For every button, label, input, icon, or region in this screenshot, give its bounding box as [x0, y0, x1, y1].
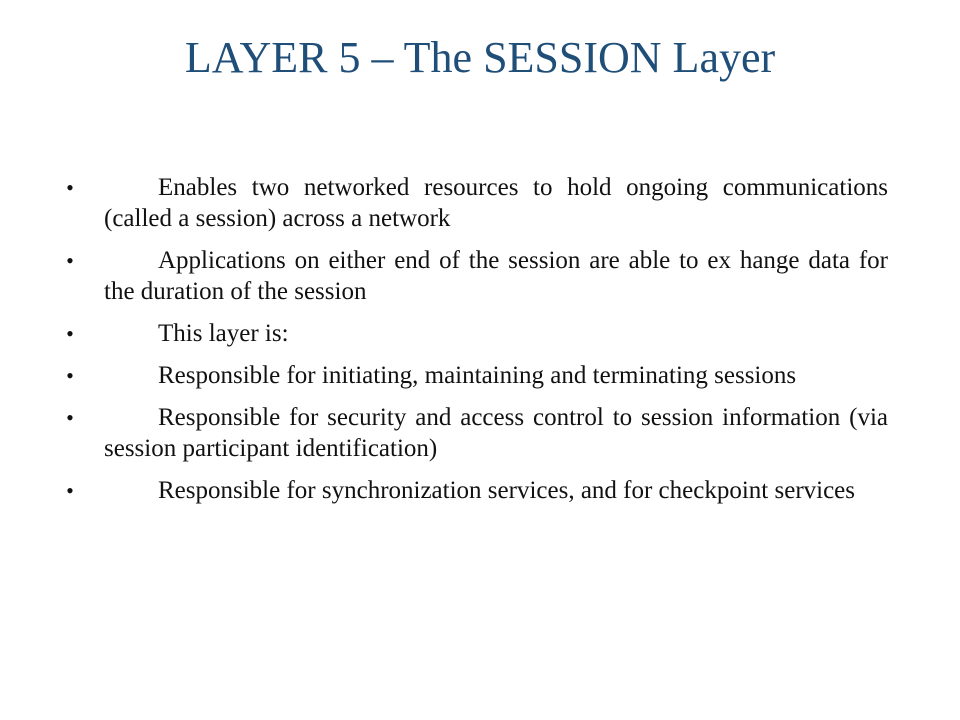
bullet-text: Applications on either end of the session are able to ex hange data for the duration of the session: [104, 247, 888, 305]
bullet-item-layer-is: [58, 318, 888, 349]
bullet-icon: •: [66, 478, 74, 503]
bullet-icon: •: [66, 321, 74, 346]
bullet-list: [58, 172, 888, 517]
bullet-item-data-exchange: [58, 245, 888, 307]
bullet-icon: •: [66, 363, 74, 388]
bullet-icon: •: [66, 405, 74, 430]
bullet-text: Responsible for synchronization services, and for checkpoint services: [158, 477, 856, 504]
bullet-item-session-management: [58, 360, 888, 391]
bullet-text: Responsible for security and access control to session information (via session participant identification): [104, 404, 888, 462]
bullet-icon: •: [66, 248, 74, 273]
bullet-item-enables-sessions: [58, 172, 888, 234]
bullet-text: Responsible for initiating, maintaining and terminating sessions: [158, 362, 797, 389]
bullet-text: This layer is:: [158, 320, 289, 347]
bullet-item-security: [58, 402, 888, 464]
bullet-item-synchronization: [58, 475, 888, 506]
bullet-text: Enables two networked resources to hold ongoing communications (called a session) across a network: [104, 174, 888, 232]
slide-title: LAYER 5 – The SESSION Layer: [184, 33, 776, 82]
bullet-icon: •: [66, 175, 74, 200]
